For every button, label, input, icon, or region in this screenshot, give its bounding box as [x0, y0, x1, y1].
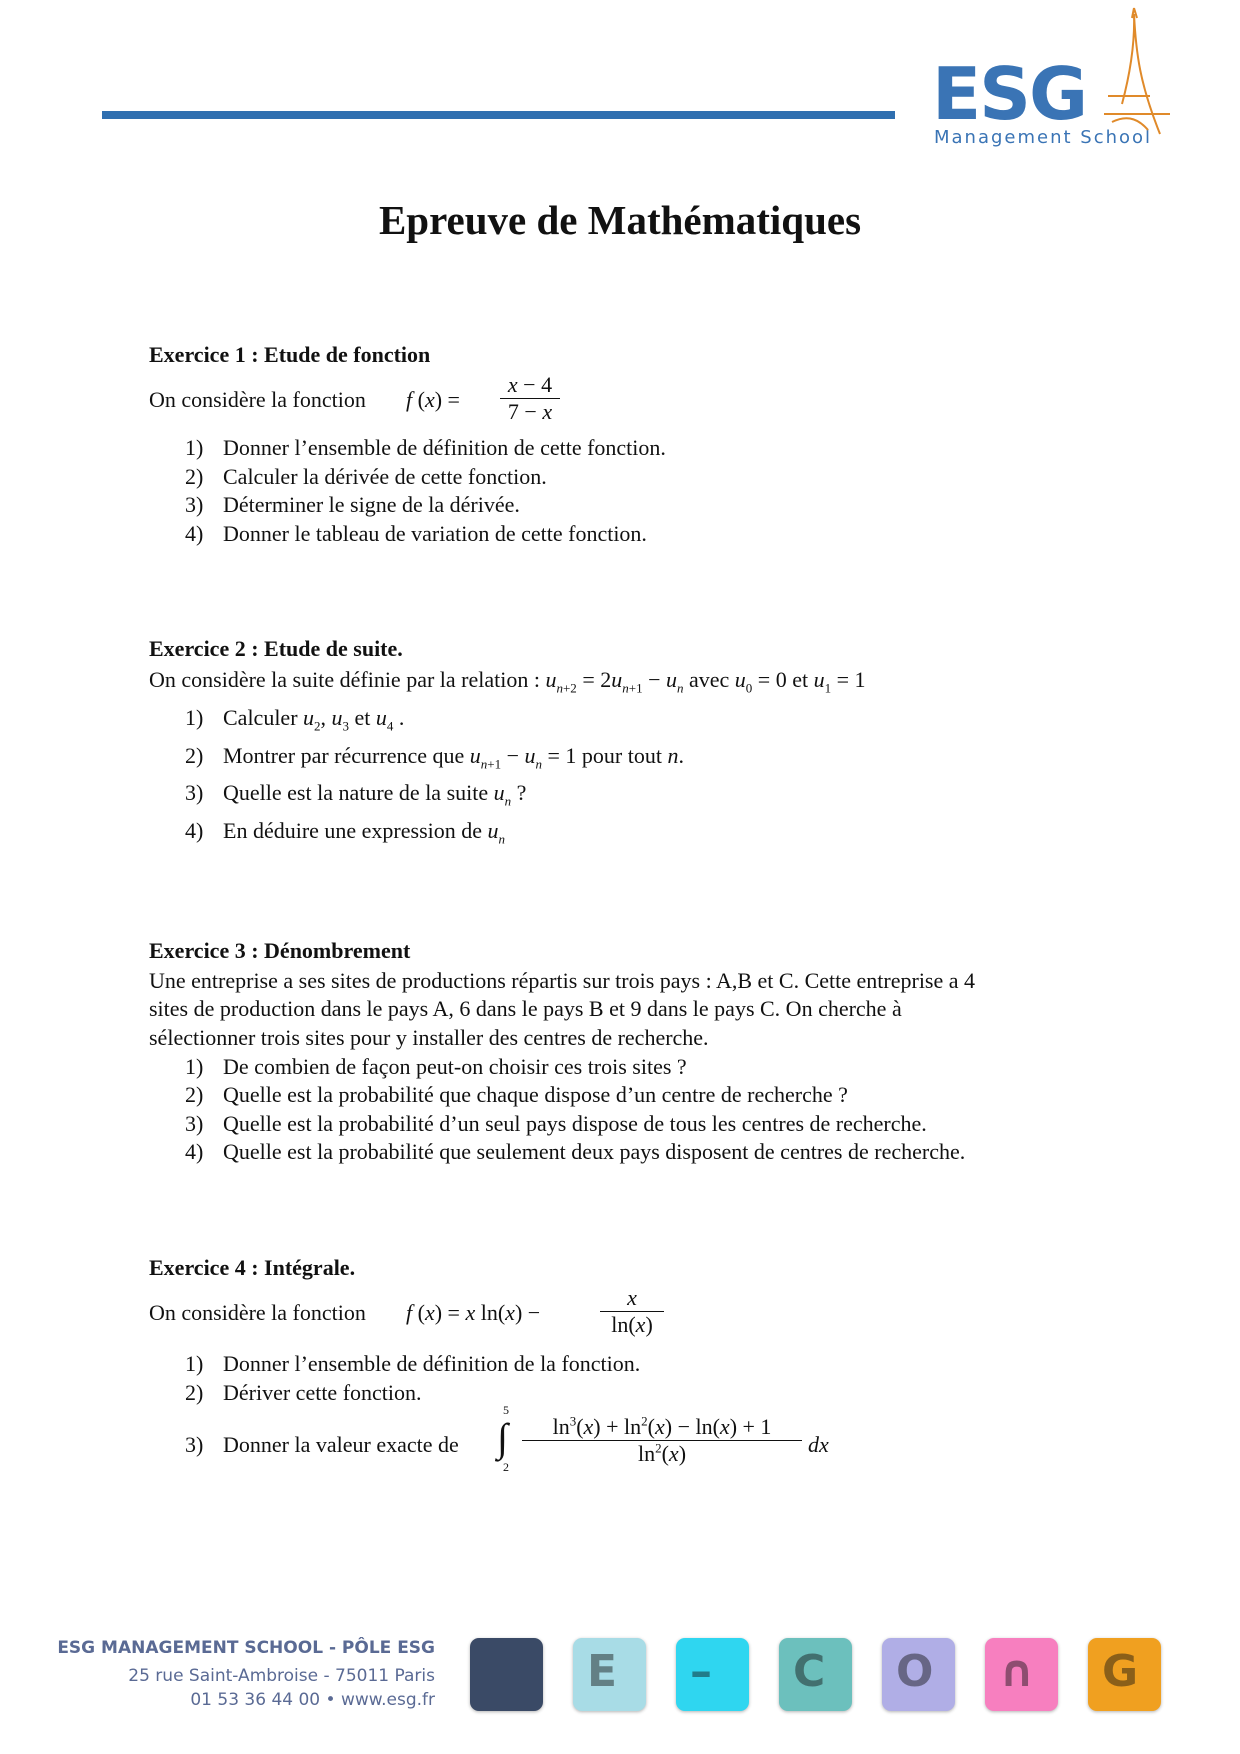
tile-glyph: – [690, 1646, 712, 1697]
footer-color-tile [882, 1638, 955, 1711]
item-number: 4) [185, 818, 204, 843]
page-title: Epreuve de Mathématiques [378, 197, 862, 243]
footer-contact: 01 53 36 44 00 • www.esg.fr [190, 1690, 435, 1710]
list-item: De combien de façon peut-on choisir ces trois sites ? [223, 1054, 687, 1079]
tile-glyph: O [896, 1646, 934, 1697]
fraction-denominator: ln(x) [600, 1311, 664, 1338]
exercise-1-heading: Exercice 1 : Etude de fonction [149, 342, 431, 367]
exercise-3-heading: Exercice 3 : Dénombrement [149, 938, 411, 963]
list-item: Quelle est la nature de la suite $u_n$ ? [223, 780, 527, 809]
exercise-4-intro: On considère la fonction [149, 1300, 366, 1325]
integrand-fraction [522, 1414, 802, 1467]
item-number: 2) [185, 743, 204, 768]
footer-color-tile [985, 1638, 1058, 1711]
tile-glyph: ∩ [999, 1646, 1035, 1697]
footer-color-tile [1088, 1638, 1161, 1711]
item-number: 1) [185, 1351, 204, 1376]
integral-lower-bound: 2 [503, 1460, 509, 1474]
list-item: Montrer par récurrence que $u_{n+1} - u_n = 1$ pour tout n. [223, 743, 684, 772]
integrand-denominator: $\ln^2(x)$ [522, 1440, 802, 1467]
item-number: 2) [185, 1380, 204, 1405]
header-rule [102, 111, 895, 119]
exercise-3-paragraph-line: sélectionner trois sites pour y installer des centres de recherche. [149, 1025, 709, 1050]
list-item: Quelle est la probabilité que chaque dispose d’un centre de recherche ? [223, 1082, 848, 1107]
item-number: 2) [185, 1082, 204, 1107]
item-number: 3) [185, 1111, 204, 1136]
fraction-numerator: x − 4 [507, 372, 553, 397]
list-item: Quelle est la probabilité que seulement deux pays disposent de centres de recherche. [223, 1139, 966, 1164]
exercise-4-heading: Exercice 4 : Intégrale. [149, 1255, 356, 1280]
integral-sign: ∫ [497, 1415, 508, 1460]
integral-dx: dx [808, 1432, 829, 1457]
item-number: 3) [185, 780, 204, 805]
item-number: 4) [185, 1139, 204, 1164]
item-number: 1) [185, 705, 204, 730]
fraction [500, 372, 560, 425]
integrand-numerator: $\ln^3(x) + \ln^2(x) - \ln(x) + 1$ [552, 1413, 772, 1439]
footer-photo [470, 1638, 543, 1711]
list-item: Calculer $u_2$, $u_3$ et $u_4$ . [223, 705, 405, 734]
exercise-2-heading: Exercice 2 : Etude de suite. [149, 636, 403, 661]
fraction [600, 1285, 664, 1338]
footer-color-tile [676, 1638, 749, 1711]
function-lhs: f (x) = [406, 387, 460, 412]
footer-school-name: ESG MANAGEMENT SCHOOL - PÔLE ESG [57, 1638, 435, 1658]
fraction-numerator: x [627, 1285, 637, 1310]
item-number: 3) [185, 1432, 204, 1457]
list-item: Donner l’ensemble de définition de cette fonction. [223, 435, 666, 460]
exercise-1-intro: On considère la fonction [149, 387, 366, 412]
footer-address: 25 rue Saint-Ambroise - 75011 Paris [128, 1666, 435, 1686]
item-number: 2) [185, 464, 204, 489]
tile-glyph: E [587, 1646, 618, 1697]
list-item: Calculer la dérivée de cette fonction. [223, 464, 547, 489]
tile-glyph: G [1102, 1646, 1139, 1697]
list-item: Donner l’ensemble de définition de la fonction. [223, 1351, 641, 1376]
exercise-3-paragraph-line: Une entreprise a ses sites de productions répartis sur trois pays : A,B et C. Cette entreprise a 4 [149, 968, 976, 993]
tile-glyph: C [793, 1646, 826, 1697]
list-item: Quelle est la probabilité d’un seul pays dispose de tous les centres de recherche. [223, 1111, 927, 1136]
item-number: 1) [185, 435, 204, 460]
item-number: 3) [185, 492, 204, 517]
footer-color-tile [573, 1638, 646, 1711]
exercise-3-paragraph-line: sites de production dans le pays A, 6 dans le pays B et 9 dans le pays C. On cherche à [149, 996, 902, 1021]
fraction-denominator: 7 − x [500, 398, 560, 425]
list-item: Donner le tableau de variation de cette fonction. [223, 521, 647, 546]
esg-logo-subtitle: Management School [934, 127, 1153, 148]
exercise-2-intro: On considère la suite définie par la relation : $u_{n+2} = 2u_{n+1} - u_n$ avec $u_0 = 0$ et $u_1 = 1$ [149, 667, 866, 696]
list-item: Déterminer le signe de la dérivée. [223, 492, 520, 517]
item-number: 4) [185, 521, 204, 546]
footer-color-tile [779, 1638, 852, 1711]
function-lhs: f (x) = x ln(x) − [406, 1300, 541, 1325]
esg-logo: ESG [932, 52, 1087, 136]
item-number: 1) [185, 1054, 204, 1079]
list-item: Dériver cette fonction. [223, 1380, 422, 1405]
list-item: En déduire une expression de $u_n$ [223, 818, 506, 847]
integral-upper-bound: 5 [503, 1403, 509, 1417]
list-item: Donner la valeur exacte de [223, 1432, 459, 1457]
eiffel-tower-icon [1100, 4, 1180, 146]
